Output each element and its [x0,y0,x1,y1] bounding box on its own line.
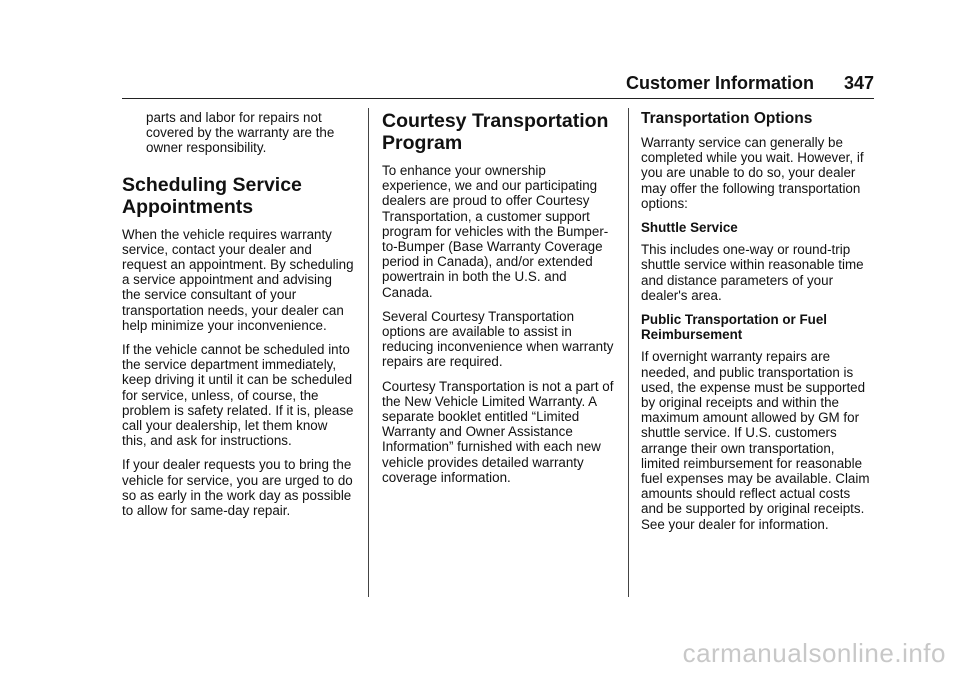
column-left [122,110,354,527]
section-heading-scheduling: Scheduling Service Appointments [122,173,302,218]
paragraph: To enhance your ownership experience, we and our participating dealers are proud to offer Courtesy Transportation, a customer support program for vehicles with the Bumper-to-Bumper (Base Warranty Coverage period in Canada), and/or extended powertrain in both the U.S. and Canada. [382,163,609,300]
paragraph: Warranty service can generally be completed while you wait. However, if you are unable to do so, your dealer may offer the following transportation options: [641,135,864,211]
column-divider [368,108,369,597]
paragraph: If your dealer requests you to bring the vehicle for service, you are urged to do so as early in the work day as possible to allow for same-day repair. [122,457,353,519]
column-middle [382,110,616,494]
label-public-transportation: Public Transportation or Fuel Reimbursement [641,312,827,343]
header-rule [122,98,874,99]
watermark: carmanualsonline.info [682,638,946,668]
paragraph: When the vehicle requires warranty service, contact your dealer and request an appointment. By scheduling a service appointment and advising the service consultant of your transportation needs, your dealer can help minimize your inconvenience. [122,226,354,333]
page-title: Customer Information [625,73,814,93]
paragraph: This includes one-way or round-trip shuttle service within reasonable time and distance parameters of your dealer's area. [641,242,864,303]
paragraph: Several Courtesy Transportation options are available to assist in reducing inconvenience when warranty repairs are required. [382,308,614,370]
paragraph: If the vehicle cannot be scheduled into the service department immediately, keep driving it until it can be scheduled for service, unless, of course, the problem is safety related. If it is, please call your dealership, let them know this, and ask for instructions. [122,342,354,449]
section-heading-courtesy: Courtesy Transportation Program [382,110,609,154]
label-shuttle-service: Shuttle Service [641,220,738,236]
column-divider [628,108,629,597]
continued-paragraph: parts and labor for repairs not covered by the warranty are the owner responsibility. [146,110,335,156]
paragraph: Courtesy Transportation is not a part of the New Vehicle Limited Warranty. A separate booklet entitled “Limited Warranty and Owner Assistance Information” furnished with each new vehicle provides detailed warranty coverage information. [382,378,614,485]
page-number: 347 [843,73,874,93]
paragraph: If overnight warranty repairs are needed, and public transportation is used, the expense must be supported by original receipts and within the maximum amount allowed by GM for shuttle service. If U.S. customers arrange their own transportation, limited reimbursement for reasonable fuel expenses may be available. Claim amounts should reflect actual costs and be supported by original receipts. See your dealer for information. [641,349,870,532]
page-header [122,72,874,94]
subsection-heading-options: Transportation Options [641,110,813,127]
column-right [641,110,875,541]
